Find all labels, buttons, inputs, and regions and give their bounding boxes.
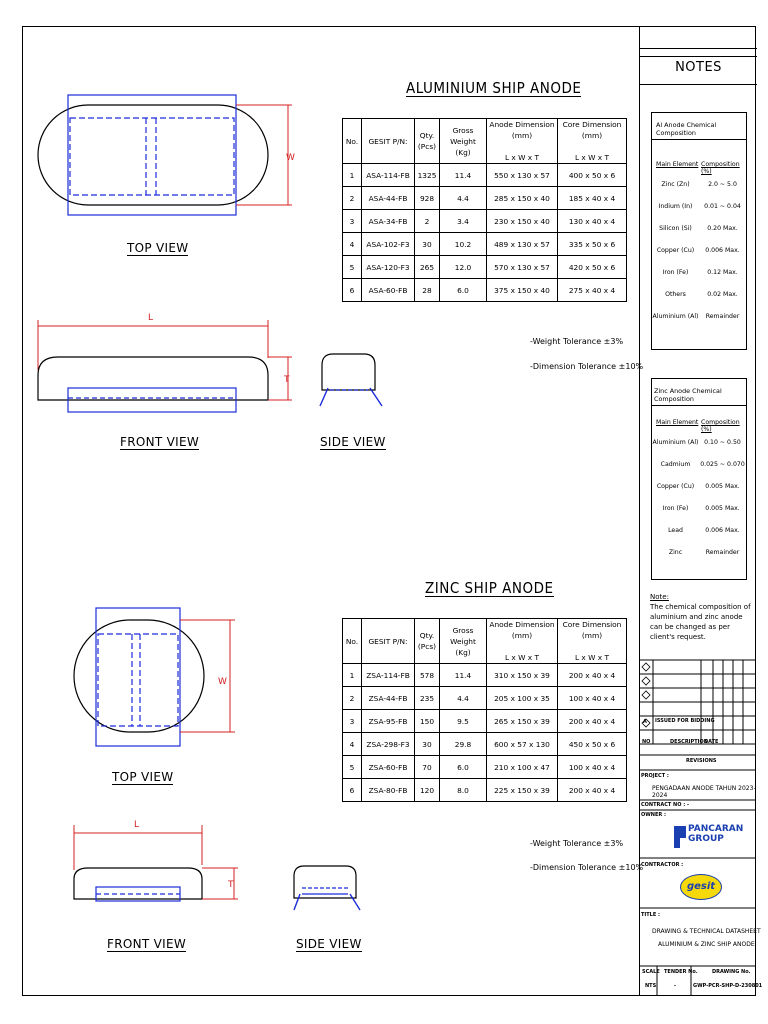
zinc-table: No. GESIT P/N: Qty. (Pcs) Gross Weight (Kg) Anode Dimension (mm) L x W x T Core Dimension (mm) L x W x T 1 ZSA-114-FB 578 11.4 310 x 150 x 39 200 x 40 x 4 2 ZSA-44-FB 235 4.4 205 x 100 x 35 100 x 40 x 4 3 ZSA-95-FB 150 9.5 265 x 150 x 39 200 x 40 x 4 4 ZSA-298-F3 30 29.8 600 x 57 x 130 450 x 50 x 6 5 ZSA-60-FB 70 6.0 210 x 100 x 47 100 x 40 x 4 6 ZSA-80-FB 120 8.0 225 x 150 x 39 200 x 40 x 4 bbox=[342, 618, 627, 802]
cell-pn: ZSA-80-FB bbox=[362, 779, 415, 802]
zn-composition-box: Zinc Anode Chemical Composition Main Element Composition (%) Aluminium (Al) 0.10 ~ 0.50 Cadmium 0.025 ~ 0.070 Copper (Cu) 0.005 Max. Iron (Fe) 0.005 Max. Lead 0.006 Max. Zinc Remainder bbox=[651, 378, 747, 580]
cell-anode: 550 x 130 x 57 bbox=[487, 164, 558, 187]
cell-anode: 230 x 150 x 40 bbox=[487, 210, 558, 233]
cell-no: 4 bbox=[343, 233, 362, 256]
al-composition-table bbox=[652, 173, 746, 327]
dim-w-label: W bbox=[286, 153, 295, 163]
cell-anode: 600 x 57 x 130 bbox=[487, 733, 558, 756]
svg-text:L: L bbox=[148, 313, 154, 323]
zinc-weight-tolerance: -Weight Tolerance ±3% bbox=[530, 839, 624, 848]
composition-row: Aluminium (Al) 0.10 ~ 0.50 bbox=[652, 438, 741, 446]
table-row bbox=[343, 256, 627, 279]
cell-anode: 310 x 150 x 39 bbox=[487, 664, 558, 687]
table-row bbox=[343, 664, 627, 687]
aluminium-title: ALUMINIUM SHIP ANODE bbox=[406, 79, 582, 97]
composition-row: Silicon (Si) 0.20 Max. bbox=[659, 224, 738, 232]
cell-core: 450 x 50 x 6 bbox=[558, 733, 627, 756]
cell-weight: 12.0 bbox=[440, 256, 487, 279]
scale-value: NTS bbox=[645, 983, 657, 989]
composition-row: Zinc Remainder bbox=[668, 548, 740, 556]
svg-text:L: L bbox=[134, 820, 140, 830]
cell-anode: 210 x 100 x 47 bbox=[487, 756, 558, 779]
col-qty: Qty. (Pcs) bbox=[415, 119, 440, 164]
zinc-side-view-drawing bbox=[290, 860, 370, 920]
cell-weight: 8.0 bbox=[440, 779, 487, 802]
cell-anode: 205 x 100 x 35 bbox=[487, 687, 558, 710]
cell-anode: 285 x 150 x 40 bbox=[487, 187, 558, 210]
cell-weight: 10.2 bbox=[440, 233, 487, 256]
col-weight: Gross Weight (Kg) bbox=[440, 119, 487, 164]
cell-no: 3 bbox=[343, 210, 362, 233]
cell-core: 420 x 50 x 6 bbox=[558, 256, 627, 279]
svg-text:T: T bbox=[284, 375, 290, 385]
zinc-front-view-drawing bbox=[70, 815, 250, 915]
cell-anode: 265 x 150 x 39 bbox=[487, 710, 558, 733]
cell-core: 185 x 40 x 4 bbox=[558, 187, 627, 210]
cell-no: 2 bbox=[343, 687, 362, 710]
zinc-dimension-tolerance: -Dimension Tolerance ±10% bbox=[530, 863, 644, 872]
table-row bbox=[343, 779, 627, 802]
cell-pn: ZSA-114-FB bbox=[362, 664, 415, 687]
gesit-logo: gesit bbox=[680, 874, 722, 900]
cell-no: 5 bbox=[343, 756, 362, 779]
cell-pn: ASA-44-FB bbox=[362, 187, 415, 210]
zinc-top-view-label: TOP VIEW bbox=[112, 770, 174, 784]
cell-weight: 6.0 bbox=[440, 756, 487, 779]
cell-anode: 570 x 130 x 57 bbox=[487, 256, 558, 279]
aluminium-side-view-label: SIDE VIEW bbox=[320, 435, 386, 449]
svg-text:W: W bbox=[218, 677, 227, 687]
cell-anode: 375 x 150 x 40 bbox=[487, 279, 558, 302]
cell-no: 1 bbox=[343, 664, 362, 687]
aluminium-table bbox=[342, 118, 627, 302]
issued-for-bidding: ISSUED FOR BIDDING bbox=[655, 718, 715, 724]
composition-row: Zinc (Zn) 2.0 ~ 5.0 bbox=[661, 180, 737, 188]
col-pn: GESIT P/N: bbox=[362, 119, 415, 164]
cell-qty: 28 bbox=[415, 279, 440, 302]
zn-composition-table bbox=[652, 431, 746, 563]
composition-row: Aluminium (Al) Remainder bbox=[652, 312, 740, 320]
aluminium-top-view-label: TOP VIEW bbox=[127, 241, 189, 255]
composition-row: Copper (Cu) 0.006 Max. bbox=[656, 246, 740, 254]
cell-no: 3 bbox=[343, 710, 362, 733]
cell-pn: ASA-114-FB bbox=[362, 164, 415, 187]
composition-row: Lead 0.006 Max. bbox=[668, 526, 740, 534]
cell-qty: 2 bbox=[415, 210, 440, 233]
al-comp-title: Al Anode Chemical Composition bbox=[656, 121, 717, 137]
project-name: PENGADAAN ANODE TAHUN 2023-2024 bbox=[652, 785, 756, 799]
table-row bbox=[343, 279, 627, 302]
cell-pn: ZSA-95-FB bbox=[362, 710, 415, 733]
composition-row: Iron (Fe) 0.005 Max. bbox=[662, 504, 740, 512]
revisions-label: REVISIONS bbox=[686, 758, 717, 764]
cell-anode: 225 x 150 x 39 bbox=[487, 779, 558, 802]
cell-qty: 120 bbox=[415, 779, 440, 802]
cell-anode: 489 x 130 x 57 bbox=[487, 233, 558, 256]
aluminium-front-view-drawing bbox=[30, 310, 300, 420]
composition-note: Note: The chemical composition of aluminium and zinc anode can be changed as per client's request. bbox=[650, 593, 751, 641]
aluminium-top-view-drawing bbox=[30, 90, 300, 230]
table-row bbox=[343, 710, 627, 733]
cell-qty: 30 bbox=[415, 233, 440, 256]
cell-weight: 11.4 bbox=[440, 664, 487, 687]
cell-no: 6 bbox=[343, 279, 362, 302]
drawing-title-1: DRAWING & TECHNICAL DATASHEET bbox=[652, 928, 761, 935]
cell-weight: 4.4 bbox=[440, 187, 487, 210]
col-core-dim: Core Dimension (mm) L x W x T bbox=[558, 119, 627, 164]
cell-no: 2 bbox=[343, 187, 362, 210]
cell-pn: ASA-102-F3 bbox=[362, 233, 415, 256]
cell-qty: 928 bbox=[415, 187, 440, 210]
cell-core: 100 x 40 x 4 bbox=[558, 756, 627, 779]
tender-value: - bbox=[674, 983, 677, 989]
table-row bbox=[343, 210, 627, 233]
table-row bbox=[343, 164, 627, 187]
cell-qty: 70 bbox=[415, 756, 440, 779]
cell-core: 275 x 40 x 4 bbox=[558, 279, 627, 302]
cell-core: 200 x 40 x 4 bbox=[558, 779, 627, 802]
al-composition-box: Al Anode Chemical Composition Main Element Composition (%) Zinc (Zn) 2.0 ~ 5.0 Indium (In) 0.01 ~ 0.04 Silicon (Si) 0.20 Max. Copper (Cu) 0.006 Max. Iron (Fe) 0.12 Max. Others 0.02 Max. Aluminium (Al) Remainder bbox=[651, 112, 747, 350]
cell-qty: 30 bbox=[415, 733, 440, 756]
composition-row: Iron (Fe) 0.12 Max. bbox=[662, 268, 738, 276]
cell-weight: 4.4 bbox=[440, 687, 487, 710]
cell-pn: ASA-120-F3 bbox=[362, 256, 415, 279]
composition-row: Copper (Cu) 0.005 Max. bbox=[656, 482, 740, 490]
aluminium-side-view-drawing bbox=[318, 350, 388, 420]
zinc-top-view-drawing bbox=[70, 602, 270, 752]
contract-no: CONTRACT NO : - bbox=[641, 802, 690, 808]
table-row bbox=[343, 233, 627, 256]
table-row bbox=[343, 187, 627, 210]
zinc-front-view-label: FRONT VIEW bbox=[107, 937, 187, 951]
drawing-title-2: ALUMINIUM & ZINC SHIP ANODE bbox=[658, 941, 755, 948]
cell-no: 5 bbox=[343, 256, 362, 279]
revision-letter: A bbox=[643, 719, 647, 725]
composition-row: Others 0.02 Max. bbox=[665, 290, 738, 298]
cell-core: 100 x 40 x 4 bbox=[558, 687, 627, 710]
pancaran-logo: PANCARAN GROUP bbox=[672, 822, 732, 852]
cell-pn: ZSA-60-FB bbox=[362, 756, 415, 779]
cell-pn: ASA-34-FB bbox=[362, 210, 415, 233]
weight-tolerance: -Weight Tolerance ±3% bbox=[530, 337, 624, 346]
cell-pn: ZSA-298-F3 bbox=[362, 733, 415, 756]
cell-qty: 150 bbox=[415, 710, 440, 733]
cell-qty: 578 bbox=[415, 664, 440, 687]
drawing-number: GWP-PCR-SHP-D-230801 bbox=[693, 983, 763, 989]
col-anode-dim: Anode Dimension (mm) L x W x T bbox=[487, 119, 558, 164]
notes-title: NOTES bbox=[675, 60, 722, 75]
cell-no: 4 bbox=[343, 733, 362, 756]
zinc-side-view-label: SIDE VIEW bbox=[296, 937, 362, 951]
composition-row: Indium (In) 0.01 ~ 0.04 bbox=[658, 202, 741, 210]
cell-weight: 3.4 bbox=[440, 210, 487, 233]
col-no: No. bbox=[343, 119, 362, 164]
table-row bbox=[343, 756, 627, 779]
cell-core: 335 x 50 x 6 bbox=[558, 233, 627, 256]
cell-pn: ASA-60-FB bbox=[362, 279, 415, 302]
cell-qty: 235 bbox=[415, 687, 440, 710]
zinc-title: ZINC SHIP ANODE bbox=[425, 579, 554, 597]
cell-weight: 9.5 bbox=[440, 710, 487, 733]
cell-qty: 1325 bbox=[415, 164, 440, 187]
composition-row: Cadmium 0.025 ~ 0.070 bbox=[660, 460, 745, 468]
cell-no: 6 bbox=[343, 779, 362, 802]
cell-no: 1 bbox=[343, 164, 362, 187]
cell-pn: ZSA-44-FB bbox=[362, 687, 415, 710]
cell-qty: 265 bbox=[415, 256, 440, 279]
cell-core: 200 x 40 x 4 bbox=[558, 710, 627, 733]
cell-weight: 11.4 bbox=[440, 164, 487, 187]
table-row bbox=[343, 687, 627, 710]
dimension-tolerance: -Dimension Tolerance ±10% bbox=[530, 362, 644, 371]
cell-core: 130 x 40 x 4 bbox=[558, 210, 627, 233]
cell-core: 200 x 40 x 4 bbox=[558, 664, 627, 687]
cell-weight: 29.8 bbox=[440, 733, 487, 756]
table-row bbox=[343, 733, 627, 756]
aluminium-front-view-label: FRONT VIEW bbox=[120, 435, 200, 449]
zn-comp-title: Zinc Anode Chemical Composition bbox=[654, 387, 722, 403]
cell-core: 400 x 50 x 6 bbox=[558, 164, 627, 187]
svg-text:T: T bbox=[228, 880, 234, 890]
cell-weight: 6.0 bbox=[440, 279, 487, 302]
